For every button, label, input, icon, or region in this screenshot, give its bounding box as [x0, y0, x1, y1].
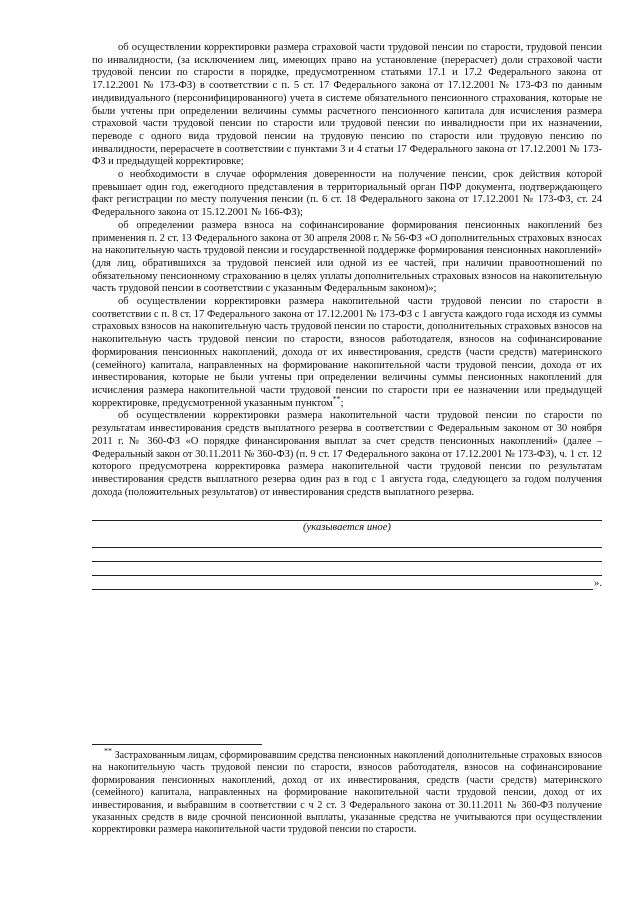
paragraph-funded-part-text: об осуществлении корректировки размера накопительной части трудовой пенсии по старости в соответствии с п. 8 ст. 17 Федерального закона от 17.12.2001 № 173-ФЗ с 1 августа каждого года исходя из суммы страховых взносов на накопительную часть трудовой пенсии по старости, дополнительных страховых взносов на накопительную часть трудовой пенсии по старости, взносов работодателя, взносов на софинансирование формирования пенсионных накоплений, дохода от их инвестирования, средств (части средств) материнского (семейного) капитала, направленных на формирование накопительной части трудовой пенсии, дохода от их инвестирования, которые не были учтены при определении величины суммы пенсионных накоплений для исчисления размера накопительной части трудовой пенсии по старости при ее назначении или предыдущей корректировке, предусмотренной указанным пунктом: [92, 296, 602, 409]
paragraph-funded-part-correction: [92, 296, 602, 410]
paragraph-power-of-attorney: о необходимости в случае оформления доверенности на получение пенсии, срок действия которой превышает один год, ежегодного представления в территориальный орган ПФР документа, подтверждающего факт регистрации по месту получения пенсии (п. 6 ст. 18 Федерального закона от 17.12.2001 № 173-ФЗ, ст. 24 Федерального закона от 15.12.2001 № 166-ФЗ);: [92, 169, 602, 219]
paragraph-payout-reserve-correction: об осуществлении корректировки размера накопительной части трудовой пенсии по старости по результатам инвестирования средств выплатного резерва в соответствии с Федеральным законом от 30 ноября 2011 г. № 360-ФЗ «О порядке финансирования выплат за счет средств пенсионных накоплений» (далее – Федеральный закон от 30.11.2011 № 360-ФЗ) (п. 9 ст. 17 Федерального закона от 17.12.2001 № 173-ФЗ), ч. 1 ст. 12 которого предусмотрена корректировка размера накопительной части трудовой пенсии по результатам инвестирования средств выплатного резерва один раз в год с 1 августа года, следующего за годом получения дохода (положительных результатов) от инвестирования средств выплатного резерва.: [92, 410, 602, 498]
blank-line[interactable]: [92, 562, 602, 576]
document-body: [92, 42, 602, 590]
footnote-reference-mark: **: [332, 394, 341, 404]
blank-line[interactable]: [92, 534, 602, 548]
footnote-text: Застрахованным лицам, сформировавшим средства пенсионных накоплений дополнительные страховых взносов на накопительную часть трудовой пенсии по старости, взносов работодателя, взносов на софинансирование формирования пенсионных накоплений, доход от их инвестирования, средств (части средств) материнского (семейного) капитала, направленных на формирование накопительной части трудовой пенсии, доход от их инвестирования, и выбравшим в соответствии с ч 2 ст. 3 Федерального закона от 30.11.2011 № 360-ФЗ получение указанных средств в виде срочной пенсионной выплаты, указанные средства не учитываются при осуществлении корректировки размера накопительной части трудовой пенсии по старости.: [92, 750, 602, 836]
blank-line[interactable]: [92, 507, 602, 521]
blank-line[interactable]: [92, 576, 593, 590]
closing-quote: ».: [594, 578, 602, 590]
paragraph-cofinancing-contribution: об определении размера взноса на софинансирование формирования пенсионных накоплений без применения п. 2 ст. 13 Федерального закона от 30 апреля 2008 г. № 56-ФЗ «О дополнительных страховых взносах на накопительную часть трудовой пенсии и государственной поддержке формирования пенсионных накоплений» (для лиц, обратившихся за трудовой пенсией или одной из ее частей, при наличии правоотношений по обязательному пенсионному страхованию в целях уплаты дополнительных страховых взносов на накопительную часть трудовой пенсии в соответствии с указанным Федеральным законом)»;: [92, 219, 602, 295]
paragraph-pension-insurance-correction: об осуществлении корректировки размера страховой части трудовой пенсии по старости, трудовой пенсии по инвалидности, (за исключением лиц, имеющих право на установление (перерасчет) доли страховой части трудовой пенсии по старости в порядке, предусмотренном статьями 17.1 и 17.2 Федерального закона от 17.12.2001 № 173-ФЗ) в соответствии с п. 5 ст. 17 Федерального закона от 17.12.2001 № 173-ФЗ по данным индивидуального (персонифицированного) учета в системе обязательного пенсионного страхования, которые не были учтены при определении величины суммы расчетного пенсионного капитала для исчисления размера страховой части трудовой пенсии по старости или трудовой пенсии по инвалидности при их назначении, переводе с одного вида трудовой пенсии на трудовую пенсию по старости или трудовую пенсию по инвалидности, перерасчете в соответствии с пунктами 3 и 4 статьи 17 Федерального закона от 17.12.2001 № 173-ФЗ и предыдущей корректировке;: [92, 42, 602, 168]
blank-line-final[interactable]: [92, 576, 602, 590]
blank-caption: (указывается иное): [303, 522, 391, 534]
footnote: [92, 746, 602, 837]
footnote-mark: **: [104, 746, 112, 756]
paragraph-funded-part-end: ;: [340, 397, 344, 409]
footnote-separator: [92, 744, 262, 745]
blank-line[interactable]: [92, 548, 602, 562]
other-blank-section: [92, 507, 602, 590]
